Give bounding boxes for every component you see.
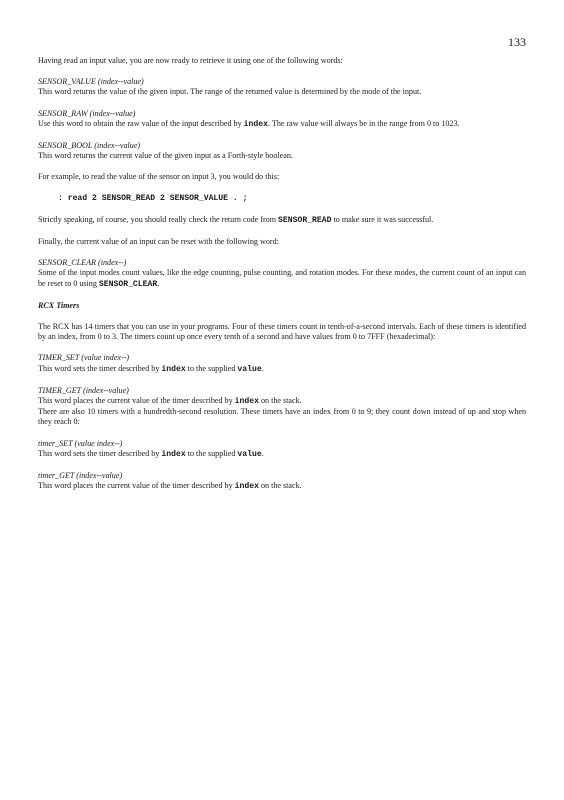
entry-ltimer-get: [38, 471, 526, 492]
timers-extra-paragraph: There are also 10 timers with a hundredth-second resolution. These timers have an index from 0 to 9; they count down instead of up and stop when they reach 0:: [38, 407, 526, 427]
entry-sensor-raw: [38, 109, 526, 130]
inline-code: index: [161, 449, 186, 459]
word-description: [38, 481, 526, 492]
text-run: This word places the current value of the timer described by: [38, 481, 235, 491]
text-run: Use this word to obtain the raw value of the input described by: [38, 118, 244, 128]
inline-code: index: [234, 482, 259, 492]
inline-code: SENSOR_CLEAR: [98, 279, 158, 289]
word-signature: TIMER_GET (index--value): [38, 385, 129, 395]
inline-code: index: [243, 119, 268, 129]
page-number: 133: [508, 35, 526, 49]
entry-sensor-bool: [38, 141, 526, 161]
entry-timer-set: [38, 353, 526, 374]
intro-paragraph: Having read an input value, you are now ready to retrieve it using one of the following words:: [38, 56, 343, 65]
word-description: [38, 449, 526, 460]
text-run: This word sets the timer described by: [38, 448, 162, 458]
text-run: to the supplied: [185, 363, 238, 373]
word-signature: TIMER_SET (value index--): [38, 353, 130, 363]
word-signature: timer_GET (index--value): [38, 471, 123, 481]
entry-ltimer-set: [38, 439, 526, 460]
text-run: on the stack.: [258, 396, 302, 406]
finally-paragraph: Finally, the current value of an input can be reset with the following word:: [38, 237, 279, 247]
word-signature: SENSOR_CLEAR (index--): [38, 258, 127, 268]
text-run: .: [157, 278, 160, 288]
text-run: . The raw value will always be in the range from 0 to 1023.: [267, 118, 460, 128]
page-content: [38, 56, 526, 503]
word-description: [38, 364, 526, 375]
section-heading: RCX Timers: [38, 300, 80, 310]
word-signature: SENSOR_RAW (index--value): [38, 108, 136, 118]
word-description: [38, 396, 526, 407]
word-signature: SENSOR_VALUE (index--value): [38, 77, 144, 87]
inline-code: value: [237, 449, 262, 459]
example-paragraph: For example, to read the value of the sensor on input 3, you would do this:: [38, 172, 280, 182]
text-run: .: [261, 363, 264, 373]
timers-paragraph: The RCX has 14 timers that you can use in your programs. Four of these timers count in tenth-of-a-second intervals. Each of these timers is identified by an index, from 0 to 3. The timers count up once every tenth of a second and have values from 0 to 7FFF (hexadecimal):: [38, 322, 526, 342]
text-run: to the supplied: [185, 448, 238, 458]
word-description: [38, 119, 526, 130]
entry-sensor-value: [38, 77, 526, 97]
text-run: Strictly speaking, of course, you should really check the return code from: [38, 214, 279, 224]
text-run: This word places the current value of the timer described by: [38, 396, 235, 406]
text-run: to make sure it was successful.: [331, 214, 434, 224]
text-run: on the stack.: [258, 481, 302, 491]
text-run: .: [261, 448, 264, 458]
inline-code: index: [234, 397, 259, 407]
code-example: : read 2 SENSOR_READ 2 SENSOR_VALUE . ;: [58, 193, 248, 203]
text-run: Some of the input modes count values, like the edge counting, pulse counting, and rotation modes. For these modes, the current count of an input can be reset to 0 using: [38, 268, 526, 288]
strict-paragraph: [38, 215, 526, 226]
entry-sensor-clear: [38, 258, 526, 290]
entry-timer-get: [38, 386, 526, 428]
text-run: This word sets the timer described by: [38, 363, 162, 373]
word-description: This word returns the value of the given input. The range of the returned value is determined by the mode of the input.: [38, 87, 422, 97]
inline-code: value: [237, 364, 262, 374]
word-signature: timer_SET (value index--): [38, 438, 123, 448]
word-signature: SENSOR_BOOL (index--value): [38, 141, 141, 151]
inline-code: SENSOR_READ: [278, 215, 332, 225]
word-description: This word returns the current value of the given input as a Forth-style boolean.: [38, 151, 293, 161]
word-description: [38, 268, 526, 289]
inline-code: index: [161, 364, 186, 374]
